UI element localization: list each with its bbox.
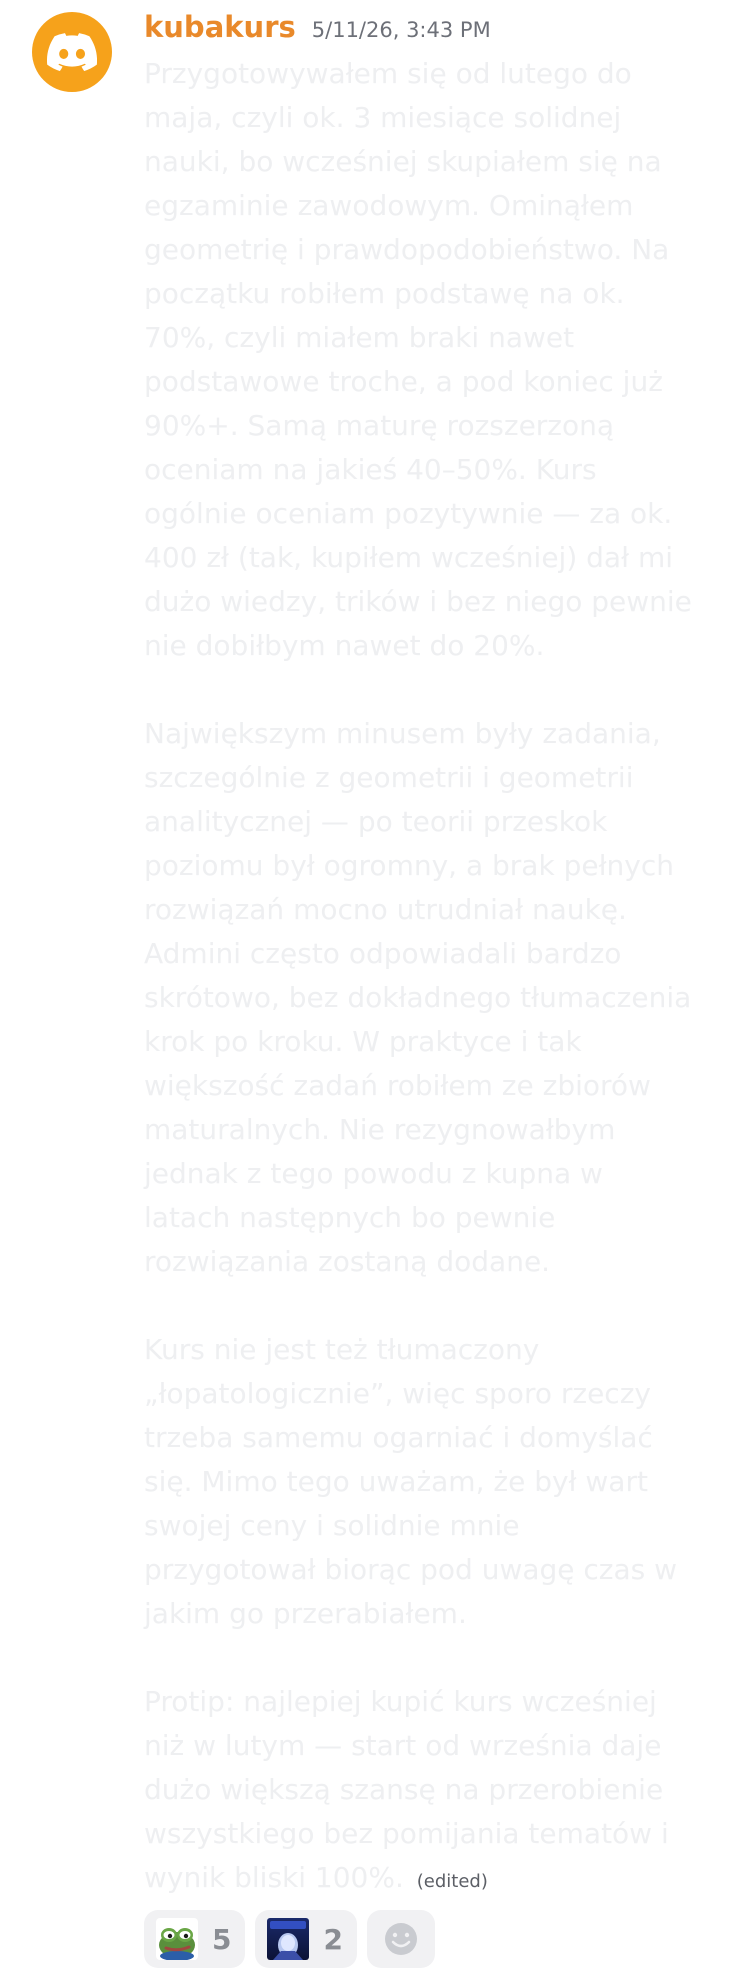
- message-timestamp[interactable]: 5/11/26, 3:43 PM: [311, 18, 491, 42]
- message-paragraph-text: Protip: najlepiej kupić kurs wcześniej niż w lutym — start od września daje dużo większą szansę na przerobienie wszystkiego bez pomijania tematów i wynik bliski 100%.: [144, 1685, 678, 1894]
- reactions-bar: [144, 1910, 435, 1968]
- edited-label: (edited): [416, 1871, 488, 1892]
- message-content: [144, 52, 701, 1904]
- reaction-count: 5: [212, 1922, 232, 1956]
- reaction-count: 2: [323, 1922, 343, 1956]
- reaction-pepe[interactable]: [144, 1910, 245, 1968]
- discord-logo-icon: [47, 33, 97, 71]
- message-paragraph: Największym minusem były zadania, szczególnie z geometrii i geometrii analitycznej — po teorii przeskok poziomu był ogromny, a brak pełnych rozwiązań mocno utrudniał naukę. Admini często odpowiadali bardzo skrótowo, bez dokładnego tłumaczenia krok po kroku. W praktyce i tak większość zadań robiłem ze zbiorów maturalnych. Nie rezygnowałbym jednak z tego powodu z kupna w latach następnych bo pewnie rozwiązania zostaną dodane.: [144, 717, 701, 1278]
- add-reaction-smiley-icon: [381, 1919, 421, 1959]
- message-header: [144, 10, 491, 44]
- username[interactable]: kubakurs: [144, 10, 296, 44]
- user-avatar[interactable]: [32, 12, 112, 92]
- reaction-tryhard[interactable]: [255, 1910, 356, 1968]
- pepe-emoji-icon: [156, 1918, 198, 1960]
- add-reaction-button[interactable]: [367, 1910, 435, 1968]
- message-paragraph: Kurs nie jest też tłumaczony „łopatologicznie”, więc sporo rzeczy trzeba samemu ogarniać i domyślać się. Mimo tego uważam, że był wart swojej ceny i solidnie mnie przygotował biorąc pod uwagę czas w jakim go przerabiałem.: [144, 1333, 686, 1630]
- message-paragraph-last: [144, 1680, 692, 1904]
- message-paragraph: Przygotowywałem się od lutego do maja, czyli ok. 3 miesiące solidnej nauki, bo wcześniej skupiałem się na egzaminie zawodowym. Ominąłem geometrię i prawdopodobieństwo. Na początku robiłem podstawę na ok. 70%, czyli miałem braki nawet podstawowe troche, a pod koniec już 90%+. Samą maturę rozszerzoną oceniam na jakieś 40–50%. Kurs ogólnie oceniam pozytywnie — za ok. 400 zł (tak, kupiłem wcześniej) dał mi dużo wiedzy, trików i bez niego pewnie nie dobiłbym nawet do 20%.: [144, 57, 701, 662]
- tryhard-emoji-icon: [267, 1918, 309, 1960]
